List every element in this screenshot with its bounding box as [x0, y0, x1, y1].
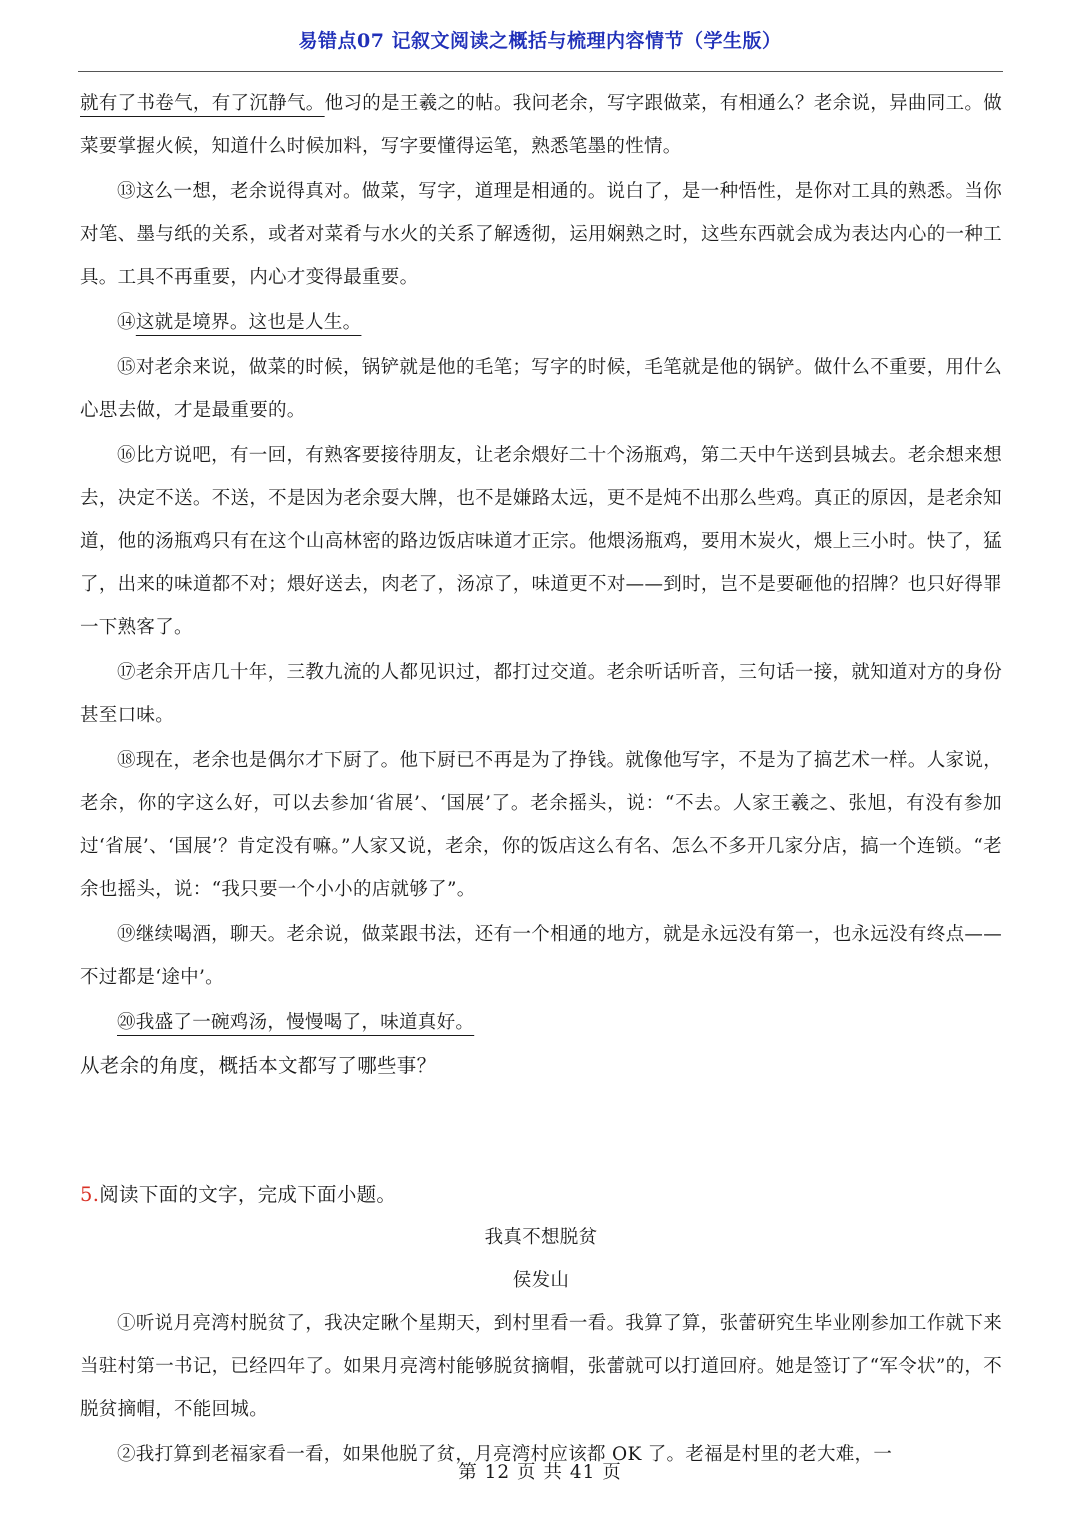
story-title: 我真不想脱贫	[484, 1227, 598, 1248]
question-5-instruction	[80, 1173, 1002, 1216]
question-instruction-text: 阅读下面的文字，完成下面小题。	[99, 1183, 397, 1206]
paragraph-text: 他习的是王羲之的帖。我问老余，写字跟做菜，有相通么？老余说，异曲同工。做菜要掌握火候，知道什么时候加料，写字要懂得运笔，熟悉笔墨的性情。	[80, 93, 1002, 157]
story-author: 侯发山	[512, 1270, 570, 1291]
header-divider	[78, 71, 1003, 72]
paragraph-17: ⑰老余开店几十年，三教九流的人都见识过，都打过交道。老余听话听音，三句话一接，就知道对方的身份甚至口味。	[80, 662, 1002, 726]
story-paragraph-2: ②我打算到老福家看一看，如果他脱了贫，月亮湾村应该都 OK 了。老福是村里的老大难，一	[117, 1444, 893, 1465]
paragraph-16: ⑯比方说吧，有一回，有熟客要接待朋友，让老余煨好二十个汤瓶鸡，第二天中午送到县城去。老余想来想去，决定不送。不送，不是因为老余耍大牌，也不是嫌路太远，更不是炖不出那么些鸡。真正的原因，是老余知道，他的汤瓶鸡只有在这个山高林密的路边饭店味道才正宗。他煨汤瓶鸡，要用木炭火，煨上三小时。快了，猛了，出来的味道都不对；煨好送去，肉老了，汤凉了，味道更不对——到时，岂不是要砸他的招牌？也只好得罪一下熟客了。	[80, 445, 1002, 638]
paragraph-18: ⑱现在，老余也是偶尔才下厨了。他下厨已不再是为了挣钱。就像他写字，不是为了搞艺术一样。人家说，老余，你的字这么好，可以去参加‘省展’、‘国展’了。老余摇头，说：“不去。人家王羲之、张旭，有没有参加过‘省展’、‘国展’？肯定没有嘛。”人家又说，老余，你的饭店这么有名、怎么不多开几家分店，搞一个连锁。“老余也摇头，说：“我只要一个小小的店就够了”。	[80, 750, 1002, 900]
underlined-sentence: ⑳我盛了一碗鸡汤，慢慢喝了，味道真好。	[117, 1012, 475, 1033]
paragraph-15: ⑮对老余来说，做菜的时候，锅铲就是他的毛笔；写字的时候，毛笔就是他的锅铲。做什么不重要，用什么心思去做，才是最重要的。	[80, 357, 1002, 421]
paragraph-19: ⑲继续喝酒，聊天。老余说，做菜跟书法，还有一个相通的地方，就是永远没有第一，也永远没有终点——不过都是‘途中’。	[80, 924, 1002, 988]
underlined-sentence: 这就是境界。这也是人生。	[135, 312, 362, 333]
story-paragraph-1: ①听说月亮湾村脱贫了，我决定瞅个星期天，到村里看一看。我算了算，张蕾研究生毕业刚参加工作就下来当驻村第一书记，已经四年了。如果月亮湾村能够脱贫摘帽，张蕾就可以打道回府。她是签订了“军令状”的，不脱贫摘帽，不能回城。	[80, 1313, 1002, 1420]
page-footer: 第 12 页 共 41 页	[458, 1462, 622, 1483]
answer-space	[80, 1087, 1002, 1173]
question-4-prompt: 从老余的角度，概括本文都写了哪些事？	[80, 1054, 437, 1077]
paragraph-13: ⑬这么一想，老余说得真对。做菜，写字，道理是相通的。说白了，是一种悟性，是你对工具的熟悉。当你对笔、墨与纸的关系，或者对菜肴与水火的关系了解透彻，运用娴熟之时，这些东西就会成为表达内心的一种工具。工具不再重要，内心才变得最重要。	[80, 181, 1002, 288]
paragraph-12-continued	[80, 82, 1002, 168]
underlined-sentence: 就有了书卷气，有了沉静气。	[80, 93, 325, 114]
paragraph-20	[80, 1001, 1002, 1044]
page-header-title: 易错点07 记叙文阅读之概括与梳理内容情节（学生版）	[298, 30, 782, 52]
document-body	[80, 82, 1002, 1476]
question-number: 5.	[80, 1183, 100, 1206]
paragraph-14	[80, 301, 1002, 344]
paragraph-number: ⑭	[117, 312, 136, 333]
